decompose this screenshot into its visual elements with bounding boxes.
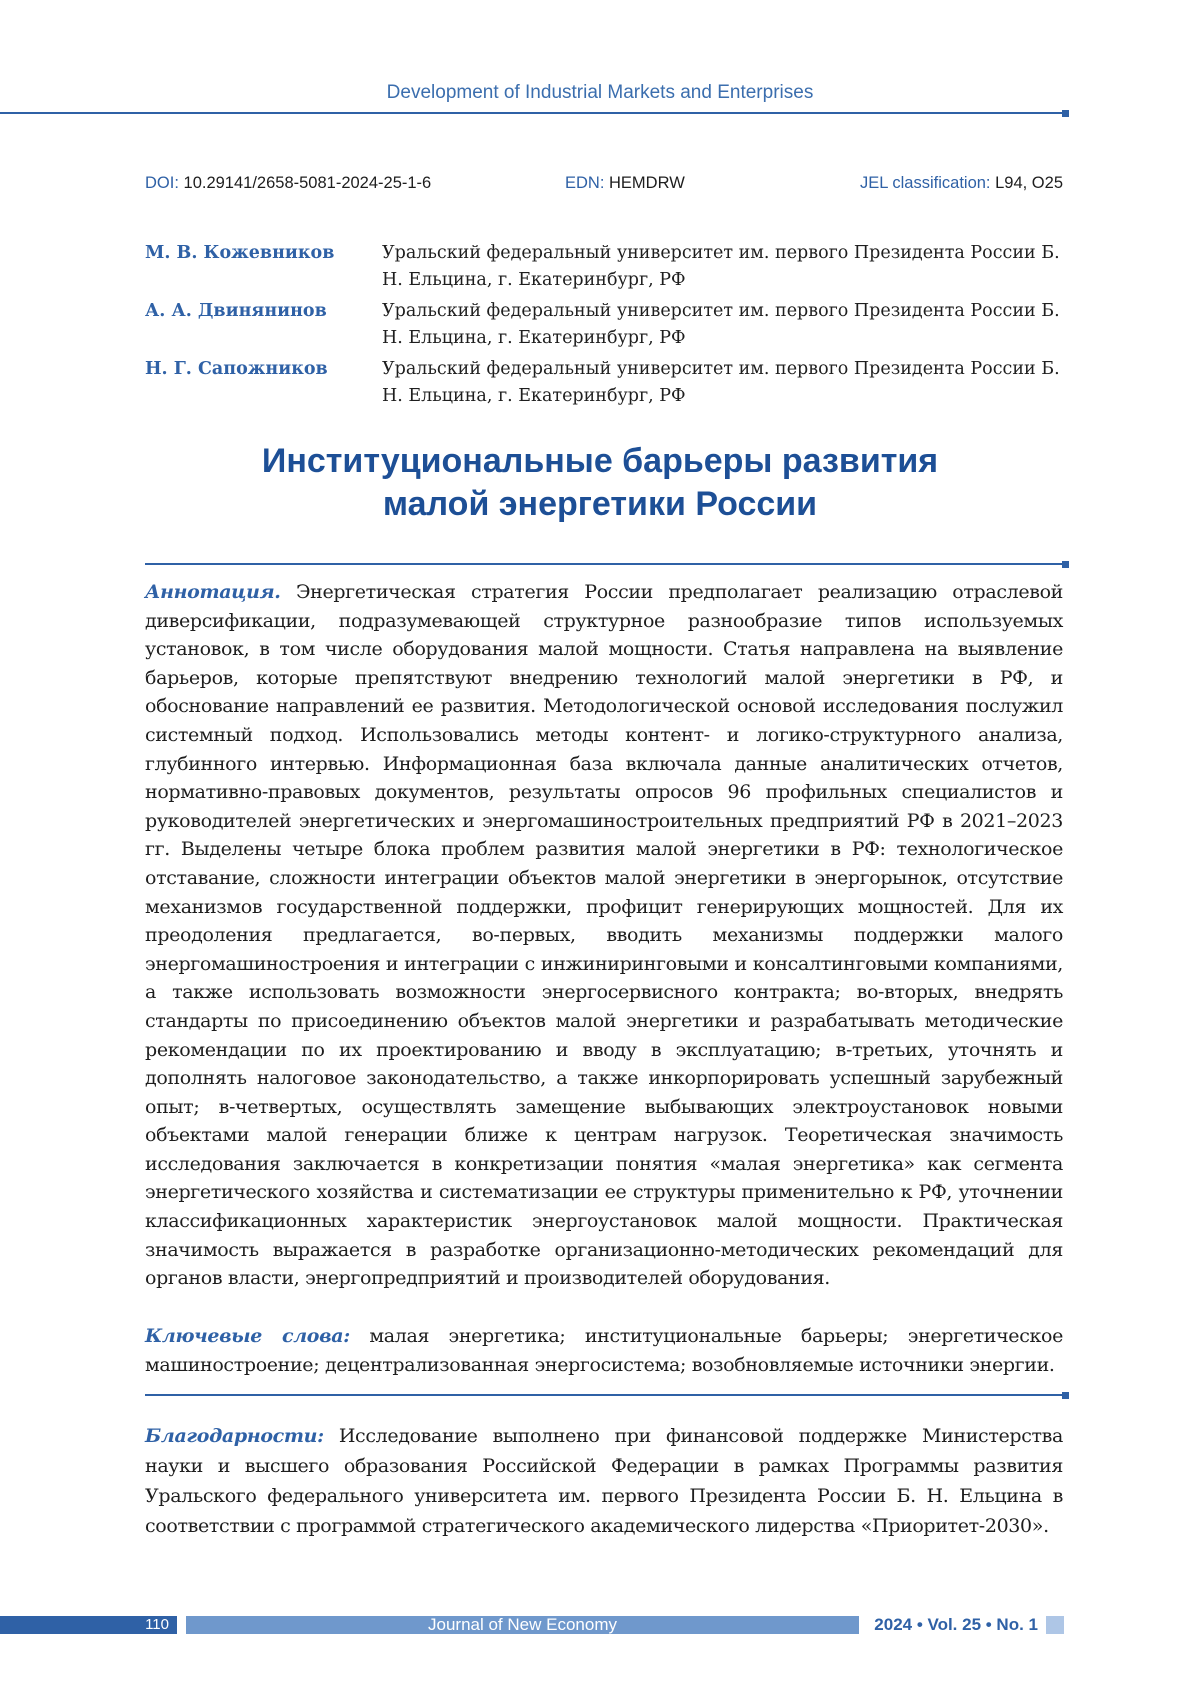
edn-value: HEMDRW <box>609 174 685 192</box>
acknowledgements <box>145 1421 1063 1541</box>
author-name: М. В. Кожевников <box>145 240 334 267</box>
abstract-top-rule-endpoint <box>1062 561 1069 568</box>
doi-label: DOI: <box>145 174 179 192</box>
page-number: 110 <box>145 1616 169 1634</box>
keywords-label: Ключевые слова: <box>145 1325 350 1347</box>
abstract-bottom-rule-endpoint <box>1062 1392 1069 1399</box>
article-title-line-1: Институциональные барьеры развития <box>0 440 1200 483</box>
journal-section-header: Development of Industrial Markets and Enterprises <box>0 82 1200 104</box>
keywords-text: малая энергетика; институциональные барьеры; энергетическое машиностроение; децентрализованная энергосистема; возобновляемые источники энергии. <box>145 1325 1063 1376</box>
author-affiliation: Уральский федеральный университет им. первого Президента России Б. Н. Ельцина, г. Екатеринбург, РФ <box>382 356 1072 410</box>
article-title-line-2: малой энергетики России <box>0 483 1200 526</box>
keywords <box>145 1322 1063 1379</box>
header-rule <box>0 112 1062 114</box>
footer-journal-name: Journal of New Economy <box>186 1616 859 1634</box>
abstract-bottom-rule <box>145 1394 1063 1396</box>
jel-label: JEL classification: <box>860 174 991 192</box>
footer-square-mark <box>1046 1616 1064 1634</box>
acknowledgements-label: Благодарности: <box>145 1425 324 1447</box>
footer-page-bar <box>0 1616 177 1634</box>
author-affiliation: Уральский федеральный университет им. первого Президента России Б. Н. Ельцина, г. Екатеринбург, РФ <box>382 298 1072 352</box>
abstract-text: Энергетическая стратегия России предполагает реализацию отраслевой диверсификации, подразумевающей структурное разнообразие типов используемых установок, в том числе оборудования малой мощности. Статья направлена на выявление барьеров, которые препятствуют внедрению технологий малой энергетики в РФ, и обоснование направлений ее развития. Методологической основой исследования послужил системный подход. Использовались методы контент- и логико-структурного анализа, глубинного интервью. Информационная база включала данные аналитических отчетов, нормативно-правовых документов, результаты опросов 96 профильных специалистов и руководителей энергетических и энергомашиностроительных предприятий РФ в 2021–2023 гг. Выделены четыре блока проблем развития малой энергетики в РФ: технологическое отставание, сложности интеграции объектов малой энергетики в энергорынок, отсутствие механизмов государственной поддержки, профицит генерирующих мощностей. Для их преодоления предлагается, во-первых, вводить механизмы поддержки малого энергомашиностроения и интеграции с инжиниринговыми и консалтинговыми компаниями, а также использовать возможности энергосервисного контракта; во-вторых, внедрять стандарты по присоединению объектов малой энергетики и разрабатывать методические рекомендации по их проектированию и вводу в эксплуатацию; в-третьих, уточнять и дополнять налоговое законодательство, а также инкорпорировать успешный зарубежный опыт; в-четвертых, осуществлять замещение выбывающих электроустановок новыми объектами малой генерации ближе к центрам нагрузок. Теоретическая значимость исследования заключается в конкретизации понятия «малая энергетика» как сегмента энергетического хозяйства и систематизации ее структуры применительно к РФ, уточнении классификационных характеристик энергоустановок малой мощности. Практическая значимость выражается в разработке организационно-методических рекомендаций для органов власти, энергопредприятий и производителей оборудования. <box>145 581 1063 1289</box>
jel-classification <box>860 174 1063 193</box>
abstract-label: Аннотация. <box>145 581 281 603</box>
doi <box>145 174 431 193</box>
author-entry <box>145 240 1063 298</box>
abstract <box>145 578 1063 1293</box>
abstract-top-rule <box>145 563 1063 565</box>
author-name: Н. Г. Сапожников <box>145 356 328 383</box>
doi-value[interactable]: 10.29141/2658-5081-2024-25-1-6 <box>184 174 432 192</box>
author-entry <box>145 356 1063 414</box>
author-affiliation: Уральский федеральный университет им. первого Президента России Б. Н. Ельцина, г. Екатеринбург, РФ <box>382 240 1072 294</box>
footer-issue: 2024 • Vol. 25 • No. 1 <box>866 1614 1038 1636</box>
article-title <box>0 440 1200 526</box>
acknowledgements-text: Исследование выполнено при финансовой поддержке Министерства науки и высшего образования Российской Федерации в рамках Программы развития Уральского федерального университета им. первого Президента России Б. Н. Ельцина в соответствии с программой стратегического академического лидерства «Приоритет-2030». <box>145 1425 1063 1537</box>
author-name: А. А. Двинянинов <box>145 298 327 325</box>
header-rule-endpoint <box>1062 110 1069 117</box>
jel-value: L94, O25 <box>995 174 1063 192</box>
edn <box>565 174 685 193</box>
author-entry <box>145 298 1063 356</box>
edn-label: EDN: <box>565 174 604 192</box>
article-metadata <box>145 174 1063 198</box>
author-list <box>145 240 1063 414</box>
